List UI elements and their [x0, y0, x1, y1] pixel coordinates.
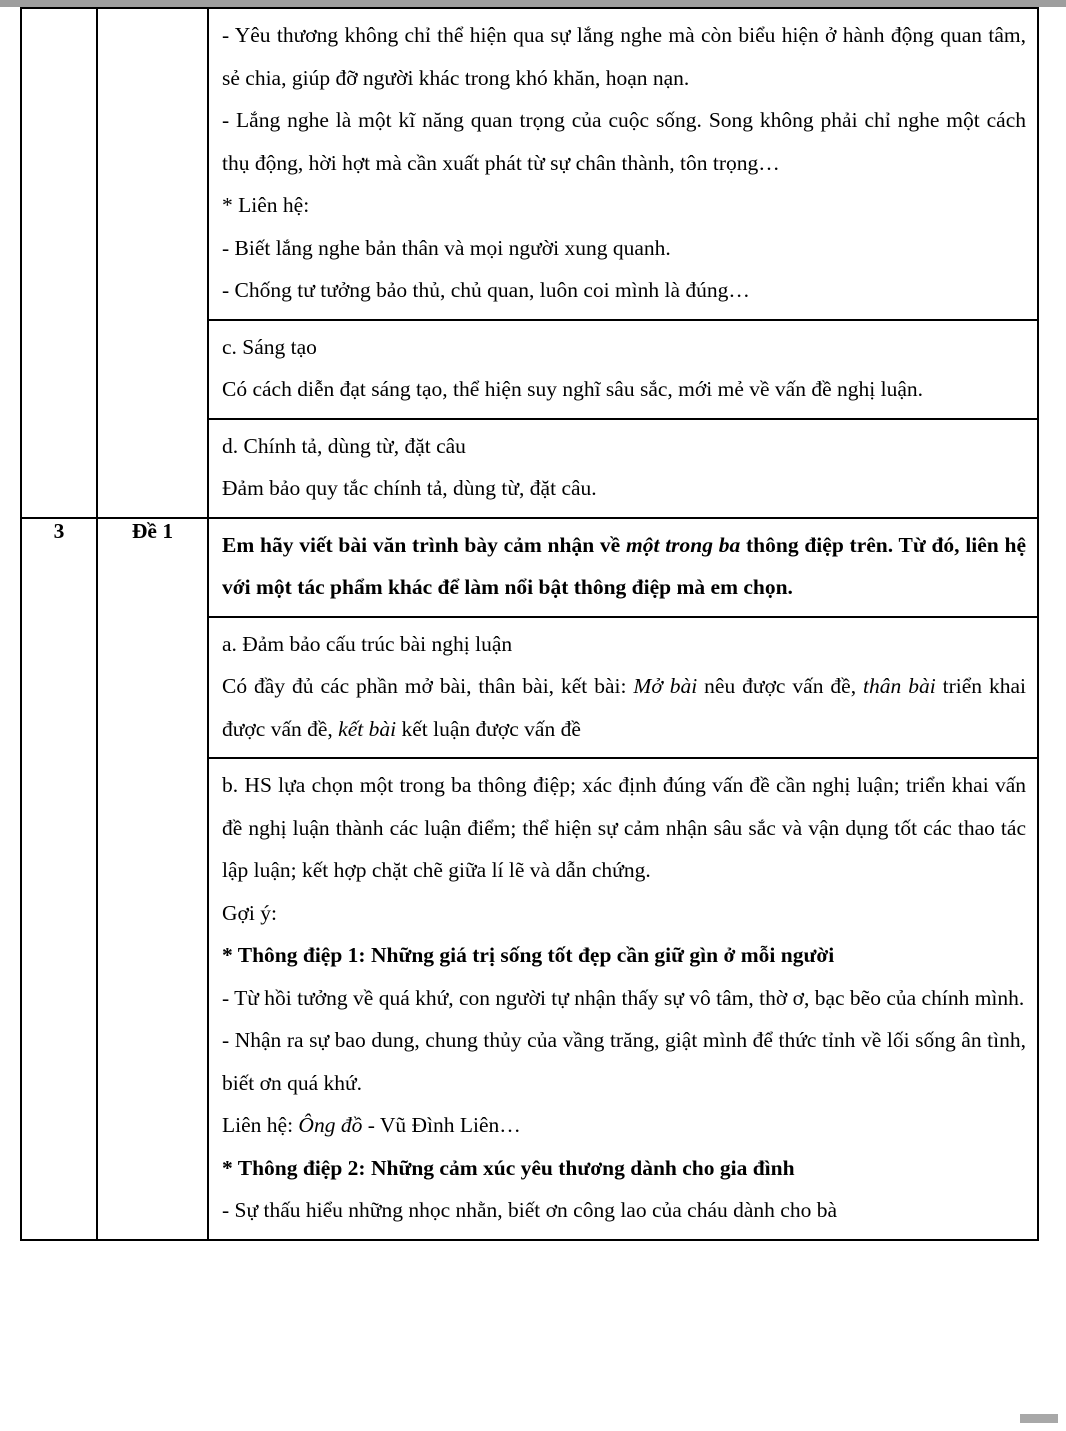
criterion-block-c-creativity	[209, 321, 1037, 420]
paragraph: Có cách diễn đạt sáng tạo, thể hiện suy nghĩ sâu sắc, mới mẻ về vấn đề nghị luận.	[222, 377, 923, 401]
row-item-cell	[97, 8, 208, 518]
paragraph: Đảm bảo quy tắc chính tả, dùng từ, đặt câu.	[222, 476, 597, 500]
paragraph: - Biết lắng nghe bản thân và mọi người xung quanh.	[222, 235, 671, 260]
row-item-cell	[97, 518, 208, 1240]
paragraph: - Nhận ra sự bao dung, chung thủy của vầng trăng, giật mình để thức tỉnh về lối sống ân tình, biết ơn quá khứ.	[222, 1028, 1026, 1095]
paragraph: Liên hệ: Ông đồ - Vũ Đình Liên…	[222, 1113, 521, 1137]
prompt-block-de-1	[209, 519, 1037, 618]
content-block-group	[209, 519, 1037, 1239]
message-heading-2: * Thông điệp 2: Những cảm xúc yêu thương dành cho gia đình	[222, 1155, 795, 1180]
message-heading-1: * Thông điệp 1: Những giá trị sống tốt đẹp cần giữ gìn ở mỗi người	[222, 943, 835, 967]
paragraph: - Chống tư tưởng bảo thủ, chủ quan, luôn coi mình là đúng…	[222, 278, 750, 302]
row-content-cell	[208, 518, 1038, 1240]
paragraph: * Liên hệ:	[222, 193, 310, 217]
criterion-heading: a. Đảm bảo cấu trúc bài nghị luận	[222, 631, 513, 656]
paragraph: Gợi ý:	[222, 900, 277, 925]
row-item-label: Đề 1	[131, 518, 174, 543]
criterion-block-b-continued	[209, 9, 1037, 321]
content-block-group	[209, 9, 1037, 517]
rubric-table	[20, 7, 1039, 1241]
criterion-block-d-spelling	[209, 420, 1037, 517]
document-page	[0, 7, 1066, 1241]
table-row	[21, 8, 1038, 518]
paragraph: - Từ hồi tưởng về quá khứ, con người tự nhận thấy sự vô tâm, thờ ơ, bạc bẽo của chính mình.	[222, 985, 1025, 1010]
page-bottom-right-artifact	[1020, 1414, 1058, 1423]
criterion-heading: d. Chính tả, dùng từ, đặt câu	[222, 433, 466, 458]
rubric-table-body	[21, 8, 1038, 1240]
row-number-cell	[21, 518, 97, 1240]
criterion-block-b-development	[209, 759, 1037, 1239]
row-number-cell	[21, 8, 97, 518]
page-top-edge-band	[0, 0, 1066, 7]
paragraph: - Lắng nghe là một kĩ năng quan trọng của cuộc sống. Song không phải chỉ nghe một cách thụ động, hời hợt mà cần xuất phát từ sự chân thành, tôn trọng…	[222, 108, 1026, 175]
paragraph: - Sự thấu hiểu những nhọc nhằn, biết ơn công lao của cháu dành cho bà	[222, 1198, 838, 1222]
prompt-text: Em hãy viết bài văn trình bày cảm nhận về một trong ba thông điệp trên. Từ đó, liên hệ với một tác phẩm khác để làm nổi bật thông điệp mà em chọn.	[222, 532, 1027, 599]
paragraph: Có đầy đủ các phần mở bài, thân bài, kết bài: Mở bài nêu được vấn đề, thân bài triển khai được vấn đề, kết bài kết luận được vấn đề	[222, 674, 1027, 741]
row-content-cell	[208, 8, 1038, 518]
paragraph: b. HS lựa chọn một trong ba thông điệp; xác định đúng vấn đề cần nghị luận; triển khai vấn đề nghị luận thành các luận điểm; thể hiện sự cảm nhận sâu sắc và vận dụng tốt các thao tác lập luận; kết hợp chặt chẽ giữa lí lẽ và dẫn chứng.	[222, 773, 1026, 882]
criterion-block-a-structure	[209, 618, 1037, 760]
criterion-heading: c. Sáng tạo	[222, 334, 317, 359]
paragraph: - Yêu thương không chỉ thể hiện qua sự lắng nghe mà còn biểu hiện ở hành động quan tâm, sẻ chia, giúp đỡ người khác trong khó khăn, hoạn nạn.	[222, 23, 1026, 90]
table-row	[21, 518, 1038, 1240]
row-number: 3	[53, 518, 65, 543]
